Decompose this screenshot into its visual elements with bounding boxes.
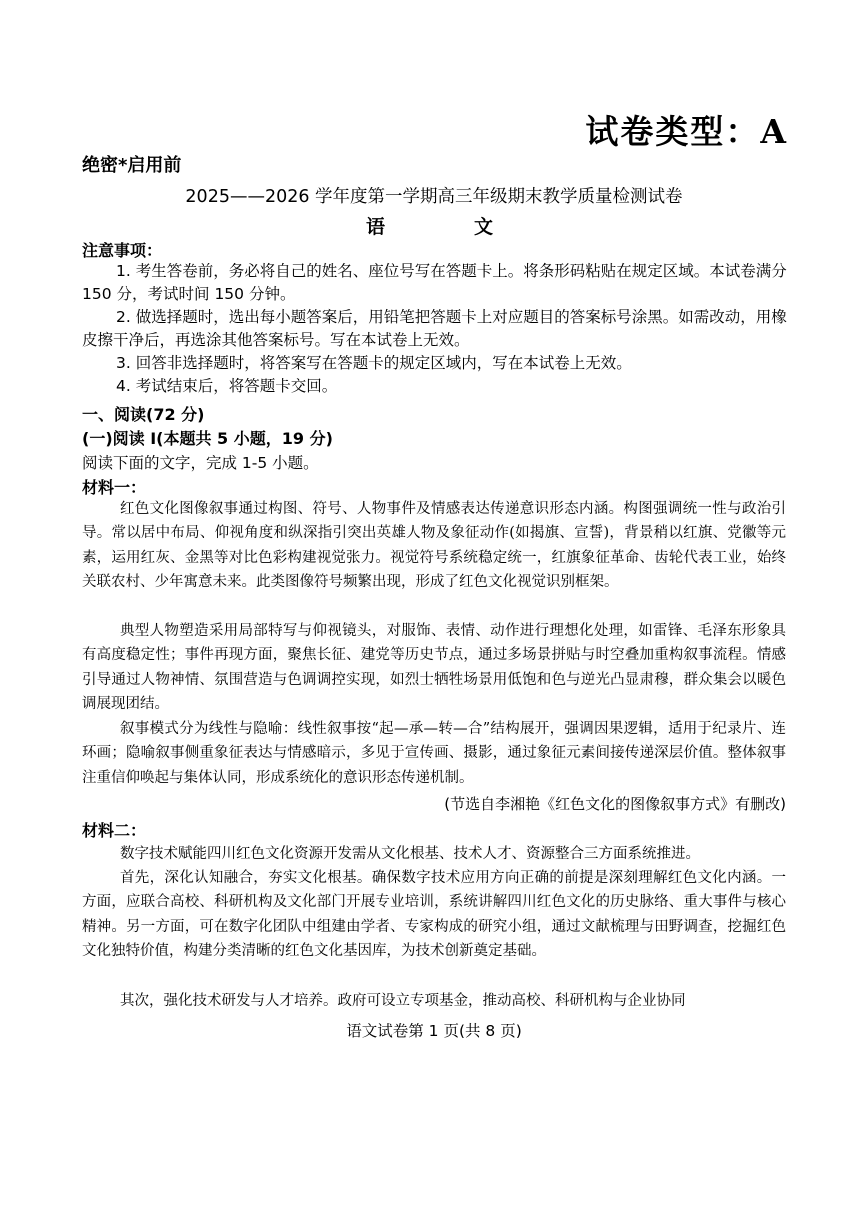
confidential-label: 绝密*启用前: [82, 155, 182, 176]
exam-title: 2025——2026 学年度第一学期高三年级期末教学质量检测试卷: [185, 187, 683, 207]
notice-item-2: 2. 做选择题时，选出每小题答案后，用铅笔把答题卡上对应题目的答案标号涂黑。如需改动，用橡皮擦干净后，再选涂其他答案标号。写在本试卷上无效。: [82, 308, 787, 349]
material1-source: (节选自李湘艳《红色文化的图像叙事方式》有删改): [444, 795, 786, 813]
material2-paragraph-3: 其次，强化技术研发与人才培养。政府可设立专项基金，推动高校、科研机构与企业协同: [120, 993, 686, 1009]
material1-paragraph-3: 叙事模式分为线性与隐喻：线性叙事按“起—承—转—合”结构展开，强调因果逻辑，适用于纪录片、连环画；隐喻叙事侧重象征表达与情感暗示，多见于宣传画、摄影，通过象征元素间接传递深层价值。整体叙事注重信仰唤起与集体认同，形成系统化的意识形态传递机制。: [82, 721, 786, 786]
material1-paragraph-1: 红色文化图像叙事通过构图、符号、人物事件及情感表达传递意识形态内涵。构图强调统一性与政治引导。常以居中布局、仰视角度和纵深指引突出英雄人物及象征动作(如揭旗、宣誓)，背景稍以红旗、党徽等元素，运用红灰、金黑等对比色彩构建视觉张力。视觉符号系统稳定统一，红旗象征革命、齿轮代表工业，始终关联农村、少年寓意未来。此类图像符号频繁出现，形成了红色文化视觉识别框架。: [82, 501, 786, 591]
subject-char-2: 文: [474, 216, 494, 238]
material2-paragraph-1: 数字技术赋能四川红色文化资源开发需从文化根基、技术人才、资源整合三方面系统推进。: [120, 846, 700, 862]
notice-item-3: 3. 回答非选择题时，将答案写在答题卡的规定区域内，写在本试卷上无效。: [116, 354, 632, 372]
subsection-heading: (一)阅读 I(本题共 5 小题，19 分): [82, 429, 333, 448]
notice-heading: 注意事项：: [82, 241, 163, 260]
instruction-text: 阅读下面的文字，完成 1-5 小题。: [82, 454, 319, 472]
paper-type-label: 试卷类型：A: [585, 112, 788, 151]
material1-paragraph-2: 典型人物塑造采用局部特写与仰视镜头，对服饰、表情、动作进行理想化处理，如雷锋、毛泽东形象具有高度稳定性；事件再现方面，聚焦长征、建党等历史节点，通过多场景拼贴与时空叠加重构叙事流程。情感引导通过人物神情、氛围营造与色调调控实现，如烈士牺牲场景用低饱和色与逆光凸显肃穆，群众集会以暖色调展现团结。: [82, 623, 786, 713]
notice-item-1: 1. 考生答卷前，务必将自己的姓名、座位号写在答题卡上。将条形码粘贴在规定区域。本试卷满分 150 分，考试时间 150 分钟。: [82, 262, 787, 303]
material2-heading: 材料二：: [82, 821, 147, 840]
notice-item-4: 4. 考试结束后，将答题卡交回。: [116, 377, 338, 395]
subject-char-1: 语: [366, 216, 386, 238]
page-footer: 语文试卷第 1 页(共 8 页): [346, 1022, 522, 1040]
material2-paragraph-2: 首先，深化认知融合，夯实文化根基。确保数字技术应用方向正确的前提是深刻理解红色文化内涵。一方面，应联合高校、科研机构及文化部门开展专业培训，系统讲解四川红色文化的历史脉络、重大事件与核心精神。另一方面，可在数字化团队中组建由学者、专家构成的研究小组，通过文献梳理与田野调查，挖掘红色文化独特价值，构建分类清晰的红色文化基因库，为技术创新奠定基础。: [82, 870, 786, 960]
material1-heading: 材料一：: [82, 478, 147, 497]
section-heading: 一、阅读(72 分): [82, 405, 205, 424]
